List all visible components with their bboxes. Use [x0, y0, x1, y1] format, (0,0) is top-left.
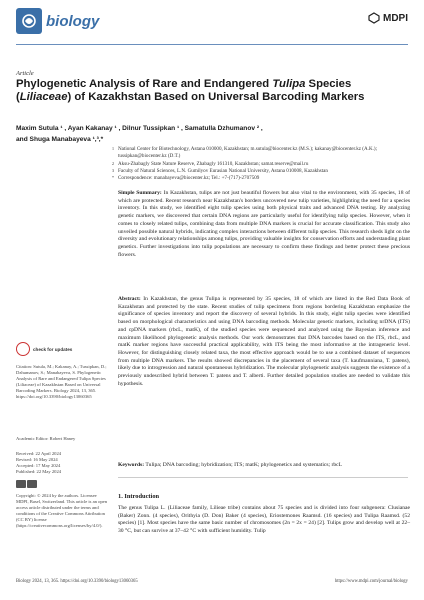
title-part-1: Phylogenetic Analysis of Rare and Endangered: [16, 78, 273, 90]
publication-dates: [16, 451, 108, 475]
cc-icon: [16, 480, 26, 488]
introduction-heading: 1. Introduction: [118, 493, 160, 500]
check-updates-icon: [16, 342, 30, 356]
simple-summary-label: Simple Summary:: [118, 190, 162, 196]
keywords-divider: [118, 477, 408, 478]
journal-logo[interactable]: [16, 8, 99, 34]
correspondence: * Correspondence: manabayeva@biocenter.kz; Tel.: +7-(717)-2707509: [112, 175, 260, 181]
title-genus: Tulipa: [272, 78, 306, 90]
affiliation-1: 1 National Center for Biotechnology, Astana 010000, Kazakhstan; m.sutula@biocenter.kz (M.S.); kakanay@biocenter.kz (A.K.); tussipkan@biocenter.kz (D.T.): [112, 146, 378, 159]
mdpi-icon: [368, 12, 380, 24]
author-line-2: and Shuga Manabayeva ¹,³,*: [16, 135, 104, 143]
journal-logo-icon: [16, 8, 42, 34]
abstract-text: In Kazakhstan, the genus Tulipa is represented by 35 species, 18 of which are listed in the Red Data Book of Kazakhstan and protected by the state. Recent studies of tulip specimens from regions bordering Kazakhstan emphasize the significance of species inventory and report the discovery of several hybrids. In this study, eight tulip species were identified based on morphological characteristics and using DNA barcoding methods. Molecular genetic markers, including nrDNA (ITS) and cpDNA markers (rbcL, matK), of the studied species were sequenced and analyzed using the Bayesian inference and maximum likelihood phylogenetic analysis methods. Our work demonstrates that DNA barcodes based on the ITS, rbcL, and matK marker regions have successful practical applicability, with ITS being the most informative at the intrageneric level. However, for distinguishing closely related taxa, the most effective approach would be to use a combined dataset of sequences from multiple DNA markers. The results showed discrepancies in the placement of several taxa (T. kaufmanniana, T. patens), likely due to introgression and natural spontaneous hybridization. The molecular phylogenetic analysis suggests the existence of a previously undescribed hybrid between T. patens and T. alberti. Further detailed population studies are needed to validate this hypothesis.: [118, 296, 410, 387]
author-line-1: Maxim Sutula ¹ , Ayan Kakanay ¹ , Dilnur Tussipkan ¹ , Samatulla Dzhumanov ² ,: [16, 125, 263, 132]
abstract: [118, 296, 410, 388]
check-for-updates-button[interactable]: [16, 342, 72, 356]
title-part-3: ) of Kazakhstan Based on Universal Barcoding Markers: [67, 91, 365, 104]
date-accepted: Accepted: 17 May 2024: [16, 463, 61, 469]
publisher-logo[interactable]: [368, 12, 408, 24]
author-list: [16, 124, 406, 145]
simple-summary: [118, 190, 410, 259]
date-published: Published: 22 May 2024: [16, 469, 62, 475]
affiliation-2: 2 Aksu-Zhabagly State Nature Reserve, Zhabagly 161310, Kazakhstan; samat.reserve@mail.ru: [112, 161, 309, 167]
page-title: [16, 78, 406, 105]
affiliation-3: 3 Faculty of Natural Sciences, L.N. Gumilyov Eurasian National University, Astana 010008, Kazakhstan: [112, 168, 328, 174]
footer-citation: Biology 2024, 13, 365. https://doi.org/10.3390/biology13060365: [16, 579, 138, 584]
footer-journal-link[interactable]: https://www.mdpi.com/journal/biology: [334, 579, 408, 584]
keywords-text: Tulipa; DNA barcoding; hybridization; ITS; matK; phylogenetics and systematics; rbcL: [145, 462, 343, 468]
copyright: Copyright: © 2024 by the authors. Licensee MDPI, Basel, Switzerland. This article is an open access article distributed under the terms and conditions of the Creative Commons Attribution (CC BY) license (https://creativecommons.org/licenses/by/4.0/).: [16, 493, 108, 529]
header-divider: [16, 44, 408, 45]
introduction-text: The genus Tulipa L. (Liliaceae family, Lilieae tribe) contains about 75 species and is divided into four subgenera: Clusianae (Baker) Zonn. (4 species), Orithyia (D. Don) Baker (4 species), Eriostemones Raamsd. (16 species) and Tulipa Raamsd. (52 species) [1]. Most species have the same basic number of chromosomes (2n = 2x = 24) [2]. Tulips grow and develop well at 22–30 °C, but can survive at 37–42 °C with sufficient humidity. Tulip: [118, 505, 410, 535]
cc-by-badge[interactable]: [16, 480, 37, 488]
title-family: Liliaceae: [19, 91, 68, 104]
keywords: [118, 462, 410, 470]
citation: Citation: Sutula, M.; Kakanay, A.; Tussipkan, D.; Dzhumanov, S.; Manabayeva, S. Phylogenetic Analysis of Rare and Endangered Tulipa Species (Liliaceae) of Kazakhstan Based on Universal Barcoding Markers. Biology 2024, 13, 365. https://doi.org/10.3390/biology13060365: [16, 364, 107, 400]
keywords-label: Keywords:: [118, 462, 145, 468]
academic-editor: Academic Editor: Robert Haney: [16, 436, 76, 441]
by-icon: [27, 480, 37, 488]
date-revised: Revised: 16 May 2024: [16, 457, 58, 463]
article-type: Article: [16, 70, 34, 77]
title-part-2: Species (: [16, 78, 352, 104]
abstract-label: Abstract:: [118, 296, 141, 302]
page-footer: [16, 579, 408, 584]
simple-summary-text: In Kazakhstan, tulips are not just beautiful flowers but also vital to the environment, with 35 species, 18 of which are protected. Recent research near Kazakhstan's borders uncovered new tulip varieties, highlighting the need for a species inventory. In this study, we identified eight tulip species using both physical traits and advanced DNA testing. By analyzing genetic markers, we discovered that certain DNA regions are particularly useful for identifying tulip species. However, when it comes to closely related tulips, combining data from multiple DNA markers is crucial for accurate classification. This study also unveiled possible natural hybrids, indicating complex interactions between different tulip species. This research sheds light on the diversity and evolutionary relationships among tulips, providing valuable insights for conservation efforts and understanding plant genetics. Further investigations into tulip populations are necessary to confirm these findings and better protect these precious flowers.: [118, 190, 410, 258]
check-updates-label: check for updates: [33, 346, 73, 352]
publisher-name: MDPI: [383, 12, 408, 24]
date-received: Received: 22 April 2024: [16, 451, 62, 456]
journal-name: biology: [46, 12, 100, 30]
